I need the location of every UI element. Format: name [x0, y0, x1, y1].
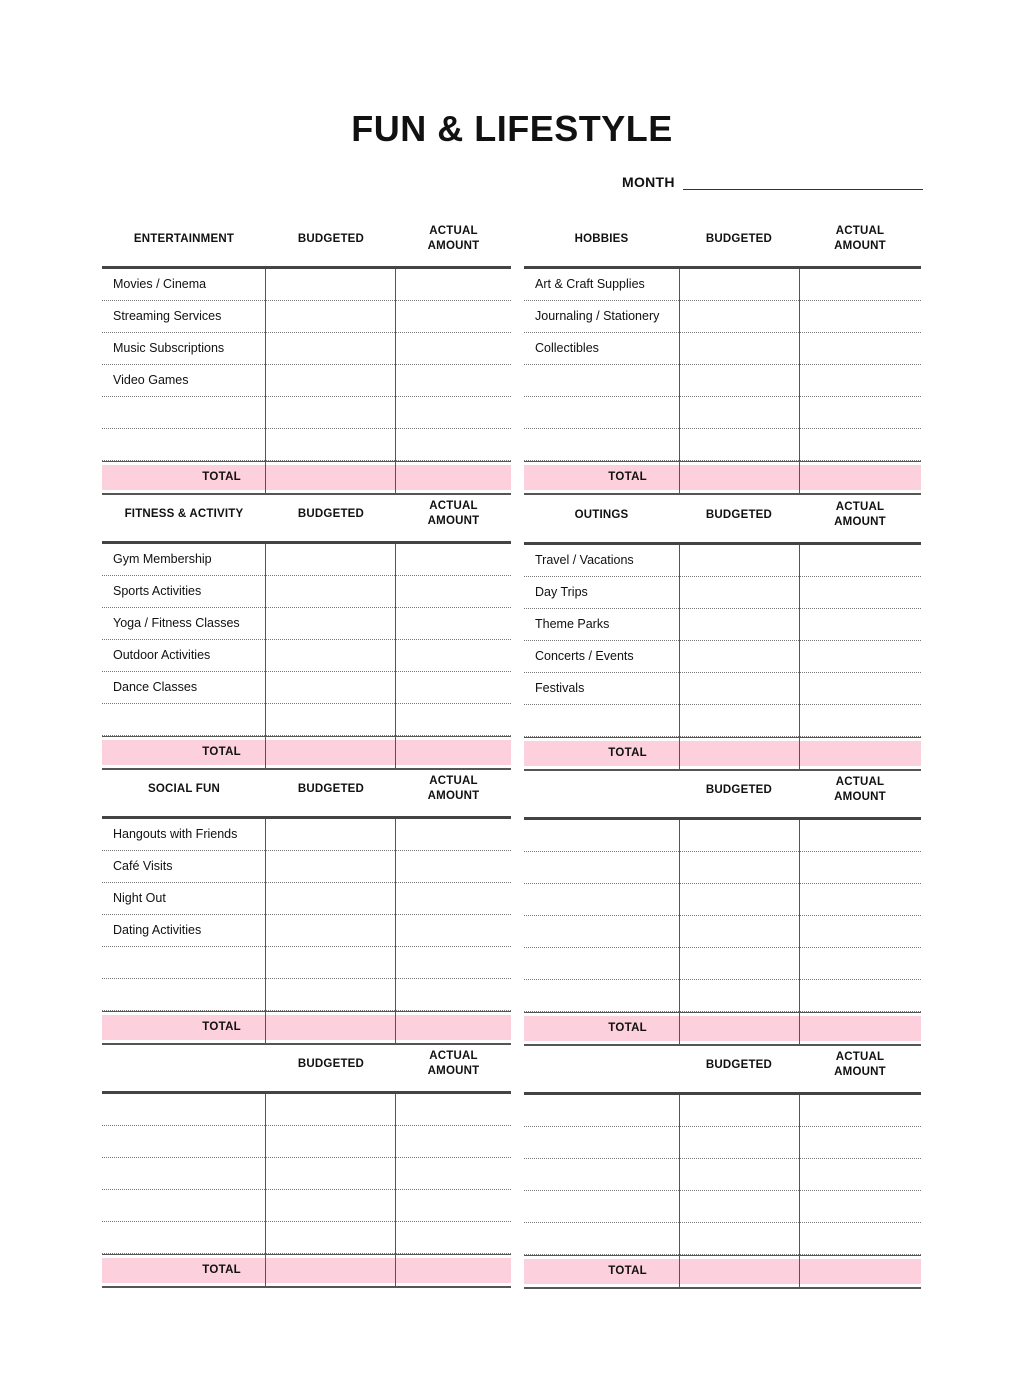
table-row[interactable]: [102, 947, 511, 979]
actual-amount-heading: ACTUAL AMOUNT: [834, 1051, 886, 1078]
table-body: [102, 544, 511, 736]
column-divider: [799, 1256, 800, 1287]
table-row[interactable]: [102, 851, 511, 883]
table-row[interactable]: [102, 544, 511, 576]
budget-table-entertainment: [102, 212, 511, 495]
table-row[interactable]: [102, 1126, 511, 1158]
item-label: Collectibles: [535, 341, 599, 355]
item-label: Art & Craft Supplies: [535, 277, 645, 291]
column-divider: [265, 1255, 266, 1286]
table-row[interactable]: [102, 915, 511, 947]
total-label: TOTAL: [202, 1021, 241, 1033]
table-body: [102, 1094, 511, 1254]
column-divider: [679, 545, 680, 737]
column-divider: [265, 269, 266, 461]
column-divider: [799, 820, 800, 1012]
table-row[interactable]: [102, 365, 511, 397]
table-row[interactable]: [102, 672, 511, 704]
actual-amount-heading: ACTUAL AMOUNT: [427, 775, 480, 802]
column-divider: [679, 1256, 680, 1287]
table-header: [102, 762, 511, 819]
budgeted-heading: BUDGETED: [705, 232, 773, 245]
table-row[interactable]: [102, 1094, 511, 1126]
budgeted-heading: BUDGETED: [705, 783, 773, 796]
item-label: Hangouts with Friends: [113, 827, 238, 841]
budgeted-heading: BUDGETED: [297, 1057, 365, 1070]
item-label: Gym Membership: [113, 552, 212, 566]
table-row[interactable]: [524, 1223, 921, 1255]
budget-table-outings: [524, 488, 921, 771]
column-divider: [799, 269, 800, 461]
table-row[interactable]: [524, 333, 921, 365]
actual-amount-heading: ACTUAL AMOUNT: [427, 225, 480, 252]
column-divider: [679, 269, 680, 461]
total-label: TOTAL: [202, 1264, 241, 1276]
table-row[interactable]: [524, 852, 921, 884]
item-label: Music Subscriptions: [113, 341, 225, 355]
table-row[interactable]: [524, 948, 921, 980]
item-label: Dance Classes: [113, 680, 198, 694]
table-row[interactable]: [524, 820, 921, 852]
table-row[interactable]: [102, 704, 511, 736]
month-input-line[interactable]: [683, 174, 923, 190]
table-body: [524, 1095, 921, 1255]
column-divider: [395, 1094, 396, 1254]
table-row[interactable]: [102, 883, 511, 915]
actual-amount-heading: ACTUAL AMOUNT: [834, 501, 886, 528]
table-row[interactable]: [102, 1190, 511, 1222]
table-header: [524, 212, 921, 269]
table-row[interactable]: [524, 673, 921, 705]
table-row[interactable]: [524, 365, 921, 397]
item-label: Day Trips: [535, 585, 588, 599]
table-row[interactable]: [524, 705, 921, 737]
item-label: Movies / Cinema: [113, 277, 207, 291]
column-divider: [799, 545, 800, 737]
table-row[interactable]: [102, 608, 511, 640]
table-row[interactable]: [102, 301, 511, 333]
table-body: [102, 269, 511, 461]
table-row[interactable]: [524, 641, 921, 673]
column-divider: [395, 269, 396, 461]
column-divider: [395, 544, 396, 736]
table-row[interactable]: [102, 429, 511, 461]
column-divider: [395, 1255, 396, 1286]
table-row[interactable]: [524, 397, 921, 429]
column-divider: [679, 1095, 680, 1255]
table-row[interactable]: [524, 980, 921, 1012]
table-row[interactable]: [102, 1158, 511, 1190]
total-label: TOTAL: [608, 1022, 647, 1034]
total-label: TOTAL: [202, 746, 241, 758]
table-header: [102, 212, 511, 269]
item-label: Dating Activities: [113, 923, 202, 937]
table-row[interactable]: [102, 819, 511, 851]
category-heading: OUTINGS: [574, 508, 629, 521]
total-row[interactable]: [102, 1254, 511, 1288]
table-row[interactable]: [102, 1222, 511, 1254]
month-label: MONTH: [622, 174, 675, 190]
item-label: Concerts / Events: [535, 649, 634, 663]
table-row[interactable]: [102, 640, 511, 672]
table-row[interactable]: [524, 429, 921, 461]
actual-amount-heading: ACTUAL AMOUNT: [427, 1050, 480, 1077]
table-row[interactable]: [524, 577, 921, 609]
table-header: [102, 487, 511, 544]
category-heading: SOCIAL FUN: [147, 782, 221, 795]
table-body: [524, 820, 921, 1012]
column-divider: [395, 819, 396, 1011]
category-heading: HOBBIES: [574, 232, 629, 245]
table-row[interactable]: [524, 301, 921, 333]
budgeted-heading: BUDGETED: [705, 1058, 773, 1071]
budgeted-heading: BUDGETED: [705, 508, 773, 521]
table-header: [524, 1038, 921, 1095]
budget-table-fitness-activity: [102, 487, 511, 770]
table-row[interactable]: [524, 609, 921, 641]
table-row[interactable]: [102, 269, 511, 301]
budget-table-hobbies: [524, 212, 921, 495]
item-label: Journaling / Stationery: [535, 309, 660, 323]
category-heading: [102, 1037, 266, 1091]
actual-amount-heading: ACTUAL AMOUNT: [834, 225, 886, 252]
table-body: [524, 545, 921, 737]
column-divider: [265, 819, 266, 1011]
item-label: Theme Parks: [535, 617, 610, 631]
month-field[interactable]: [622, 174, 923, 190]
item-label: Travel / Vacations: [535, 553, 634, 567]
table-row[interactable]: [524, 1127, 921, 1159]
total-cell: [102, 1255, 266, 1286]
budget-table-blank-5: [524, 763, 921, 1046]
total-row[interactable]: [524, 1255, 921, 1289]
table-row[interactable]: [524, 884, 921, 916]
actual-amount-heading: ACTUAL AMOUNT: [834, 776, 886, 803]
category-heading: ENTERTAINMENT: [133, 232, 235, 245]
category-heading: [524, 763, 679, 817]
item-label: Yoga / Fitness Classes: [113, 616, 240, 630]
category-heading: FITNESS & ACTIVITY: [124, 507, 244, 520]
total-label: TOTAL: [608, 1265, 647, 1277]
item-label: Café Visits: [113, 859, 173, 873]
item-label: Outdoor Activities: [113, 648, 211, 662]
table-header: [102, 1037, 511, 1094]
total-label: TOTAL: [608, 747, 647, 759]
column-divider: [799, 1095, 800, 1255]
budgeted-heading: BUDGETED: [297, 507, 365, 520]
page-title: FUN & LIFESTYLE: [351, 108, 673, 149]
table-row[interactable]: [102, 397, 511, 429]
total-label: TOTAL: [202, 471, 241, 483]
table-row[interactable]: [524, 916, 921, 948]
actual-amount-heading: ACTUAL AMOUNT: [427, 500, 480, 527]
total-label: TOTAL: [608, 471, 647, 483]
item-label: Sports Activities: [113, 584, 202, 598]
table-row[interactable]: [524, 269, 921, 301]
table-row[interactable]: [524, 1191, 921, 1223]
column-divider: [265, 1094, 266, 1254]
table-row[interactable]: [524, 1095, 921, 1127]
budget-table-social-fun: [102, 762, 511, 1045]
table-row[interactable]: [102, 979, 511, 1011]
budget-table-blank-7: [524, 1038, 921, 1289]
table-body: [102, 819, 511, 1011]
budgeted-heading: BUDGETED: [297, 232, 365, 245]
table-row[interactable]: [102, 333, 511, 365]
item-label: Night Out: [113, 891, 166, 905]
table-row[interactable]: [102, 576, 511, 608]
category-heading: [524, 1038, 679, 1092]
table-row[interactable]: [524, 1159, 921, 1191]
budgeted-heading: BUDGETED: [297, 782, 365, 795]
item-label: Festivals: [535, 681, 585, 695]
table-row[interactable]: [524, 545, 921, 577]
table-body: [524, 269, 921, 461]
table-header: [524, 488, 921, 545]
item-label: Streaming Services: [113, 309, 222, 323]
table-header: [524, 763, 921, 820]
budget-table-blank-6: [102, 1037, 511, 1288]
column-divider: [265, 544, 266, 736]
column-divider: [679, 820, 680, 1012]
item-label: Video Games: [113, 373, 189, 387]
total-cell: [524, 1256, 679, 1287]
